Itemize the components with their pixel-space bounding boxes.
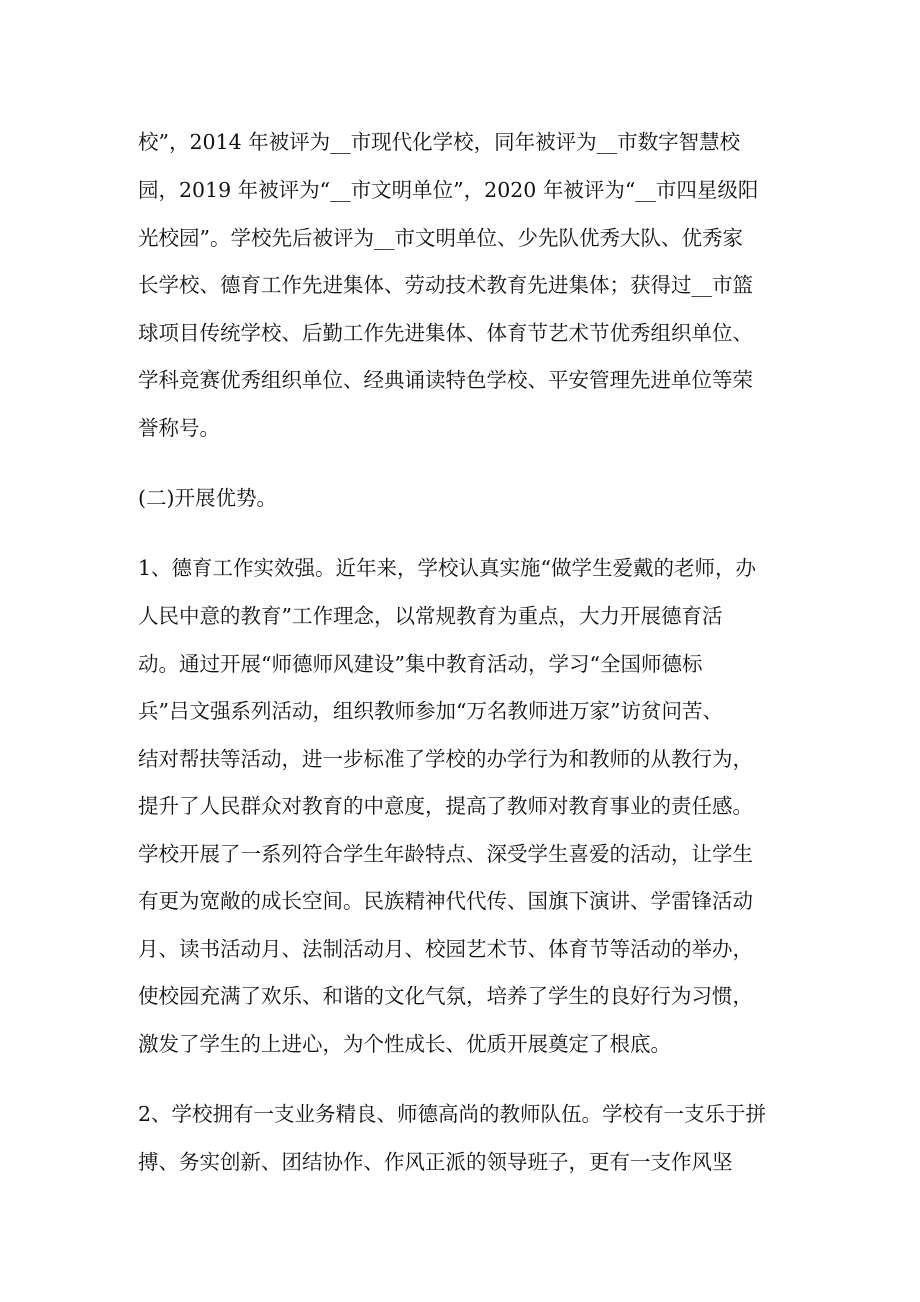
text-line: 园，2019 年被评为“__市文明单位”，2020 年被评为“__市四星级阳 <box>138 178 759 202</box>
text-line: 1、德育工作实效强。近年来，学校认真实施“做学生爱戴的老师，办 <box>138 556 757 580</box>
section-heading: (二)开展优势。 <box>138 486 277 510</box>
text-line: 光校园”。学校先后被评为__市文明单位、少先队优秀大队、优秀家 <box>138 226 743 250</box>
text-line: 学校开展了一系列符合学生年龄特点、深受学生喜爱的活动，让学生 <box>138 842 753 866</box>
text-line: 誉称号。 <box>138 416 220 440</box>
text-line: 搏、务实创新、团结协作、作风正派的领导班子，更有一支作风坚 <box>138 1150 733 1174</box>
text-line: 使校园充满了欢乐、和谐的文化气氛，培养了学生的良好行为习惯， <box>138 984 753 1008</box>
text-line: 校”，2014 年被评为__市现代化学校，同年被评为__市数字智慧校 <box>138 130 741 154</box>
text-line: 球项目传统学校、后勤工作先进集体、体育节艺术节优秀组织单位、 <box>138 321 753 345</box>
text-line: 长学校、德育工作先进集体、劳动技术教育先进集体；获得过__市篮 <box>138 273 753 297</box>
text-line: 结对帮扶等活动，进一步标准了学校的办学行为和教师的从教行为， <box>138 747 753 771</box>
text-line: 2、学校拥有一支业务精良、师德高尚的教师队伍。学校有一支乐于拼 <box>138 1102 767 1126</box>
text-line: 学科竞赛优秀组织单位、经典诵读特色学校、平安管理先进单位等荣 <box>138 368 753 392</box>
text-line: 动。通过开展“师德师风建设”集中教育活动，学习“全国师德标 <box>138 652 703 676</box>
text-line: 月、读书活动月、法制活动月、校园艺术节、体育节等活动的举办， <box>138 937 753 961</box>
text-line: 提升了人民群众对教育的中意度，提高了教师对教育事业的责任感。 <box>138 794 753 818</box>
text-line: 激发了学生的上进心，为个性成长、优质开展奠定了根底。 <box>138 1032 671 1056</box>
text-line: 有更为宽敞的成长空间。民族精神代代传、国旗下演讲、学雷锋活动 <box>138 889 753 913</box>
text-line: 人民中意的教育”工作理念，以常规教育为重点，大力开展德育活 <box>138 604 723 628</box>
text-line: 兵”吕文强系列活动，组织教师参加“万名教师进万家”访贫问苦、 <box>138 699 723 723</box>
